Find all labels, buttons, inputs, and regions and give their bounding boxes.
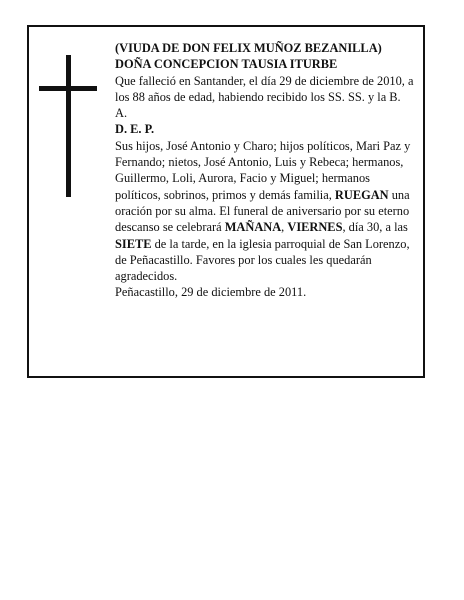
- dep-line: D. E. P.: [115, 122, 155, 137]
- family-text: Sus hijos, José Antonio y Charo; hijos políticos, Mari Paz y Fernando; nietos, José Antonio, Luis y Rebeca; hermanos, Guillermo, Loli, Aurora, Facio y Miguel; hermanos políticos, sobrinos, primos y demás familia,: [115, 138, 411, 202]
- cross-horizontal-bar: [39, 86, 97, 91]
- obituary-notice: [27, 25, 425, 378]
- ruegan-word: RUEGAN: [334, 187, 389, 202]
- day-text: , día 30, a las: [342, 220, 408, 235]
- siete-word: SIETE: [115, 236, 152, 251]
- widow-line: (VIUDA DE DON FELIX MUÑOZ BEZANILLA): [115, 41, 382, 55]
- deceased-name: DOÑA CONCEPCION TAUSIA ITURBE: [115, 57, 338, 72]
- notice-text: [115, 40, 415, 301]
- cross-vertical-bar: [66, 55, 71, 197]
- viernes-word: VIERNES: [287, 220, 343, 235]
- church-text: de la tarde, en la iglesia parroquial de San Lorenzo, de Peñacastillo. Favores por los cuales les quedarán agradecidos.: [115, 236, 410, 284]
- manana-word: MAÑANA: [224, 220, 282, 235]
- comma-separator: ,: [281, 220, 288, 235]
- family-paragraph: [115, 138, 415, 285]
- prayer-text: una oración por su alma. El funeral de aniversario por su eterno descanso se celebrará: [115, 187, 410, 235]
- place-date-line: Peñacastillo, 29 de diciembre de 2011.: [115, 285, 307, 300]
- death-paragraph: Que falleció en Santander, el día 29 de diciembre de 2010, a los 88 años de edad, habiendo recibido los SS. SS. y la B. A.: [115, 73, 414, 121]
- cross-icon: [39, 55, 97, 197]
